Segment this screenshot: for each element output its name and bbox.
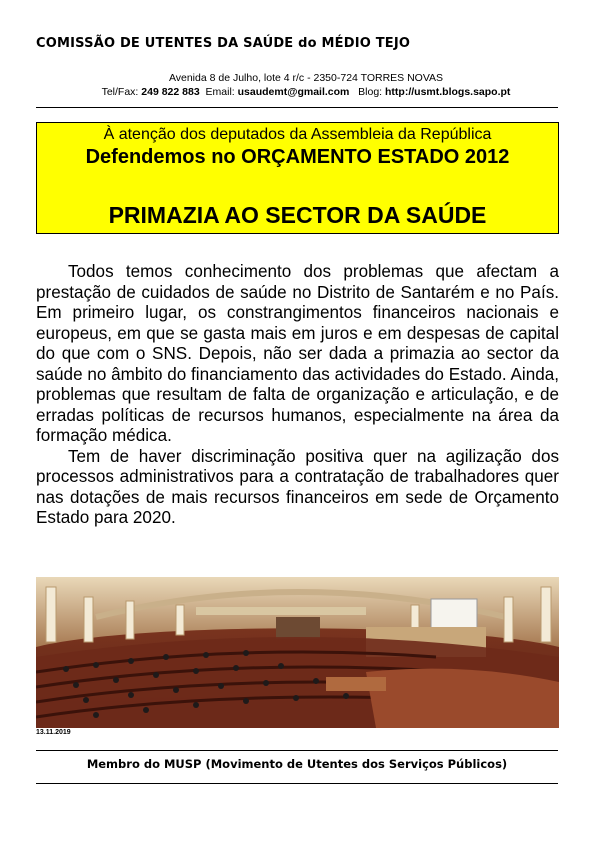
contact-line xyxy=(36,86,576,98)
email-value[interactable]: usaudemt@gmail.com xyxy=(237,86,350,98)
organization-title: COMISSÃO DE UTENTES DA SAÚDE do MÉDIO TEJO xyxy=(36,36,411,51)
parliament-photo xyxy=(36,577,559,728)
tel-label: Tel/Fax: xyxy=(101,86,142,98)
footer-bottom-divider xyxy=(36,783,558,784)
paragraph-1: Todos temos conhecimento dos problemas que afectam a prestação de cuidados de saúde no Distrito de Santarém e no País. Em primeiro lugar, os constrangimentos financeiros nacionais e europeus, em que se gasta mais em juros e em despesas de capital do que com o SNS. Depois, não ser dada a primazia ao sector da saúde no âmbito do financiamento das actividades do Estado. Ainda, problemas que resultam de falta de organização e articulação, e de erradas políticas de recursos humanos, especialmente na área da formação médica. xyxy=(36,262,559,445)
tel-value: 249 822 883 xyxy=(141,86,200,98)
header-divider xyxy=(36,107,558,108)
banner-headline: PRIMAZIA AO SECTOR DA SAÚDE xyxy=(108,202,487,228)
email-label: Email: xyxy=(199,86,238,98)
blog-label: Blog: xyxy=(349,86,385,98)
address-line: Avenida 8 de Julho, lote 4 r/c - 2350-724 TORRES NOVAS xyxy=(168,72,444,84)
photo-date: 13.11.2019 xyxy=(36,729,71,736)
paragraph-2: Tem de haver discriminação positiva quer na agilização dos processos administrativos para a contratação de trabalhadores quer nas dotações de mais recursos financeiros em sede de Orçamento Estado para 2020. xyxy=(36,446,559,527)
body-text xyxy=(36,262,559,529)
footer-membership: Membro do MUSP (Movimento de Utentes dos Serviços Públicos) xyxy=(86,757,508,771)
banner-title: Defendemos no ORÇAMENTO ESTADO 2012 xyxy=(85,146,510,168)
headline-banner xyxy=(36,122,559,234)
blog-value[interactable]: http://usmt.blogs.sapo.pt xyxy=(385,86,511,98)
banner-subtitle: À atenção dos deputados da Assembleia da República xyxy=(103,126,492,143)
parliament-chamber-image xyxy=(36,577,559,728)
footer-top-divider xyxy=(36,750,558,751)
